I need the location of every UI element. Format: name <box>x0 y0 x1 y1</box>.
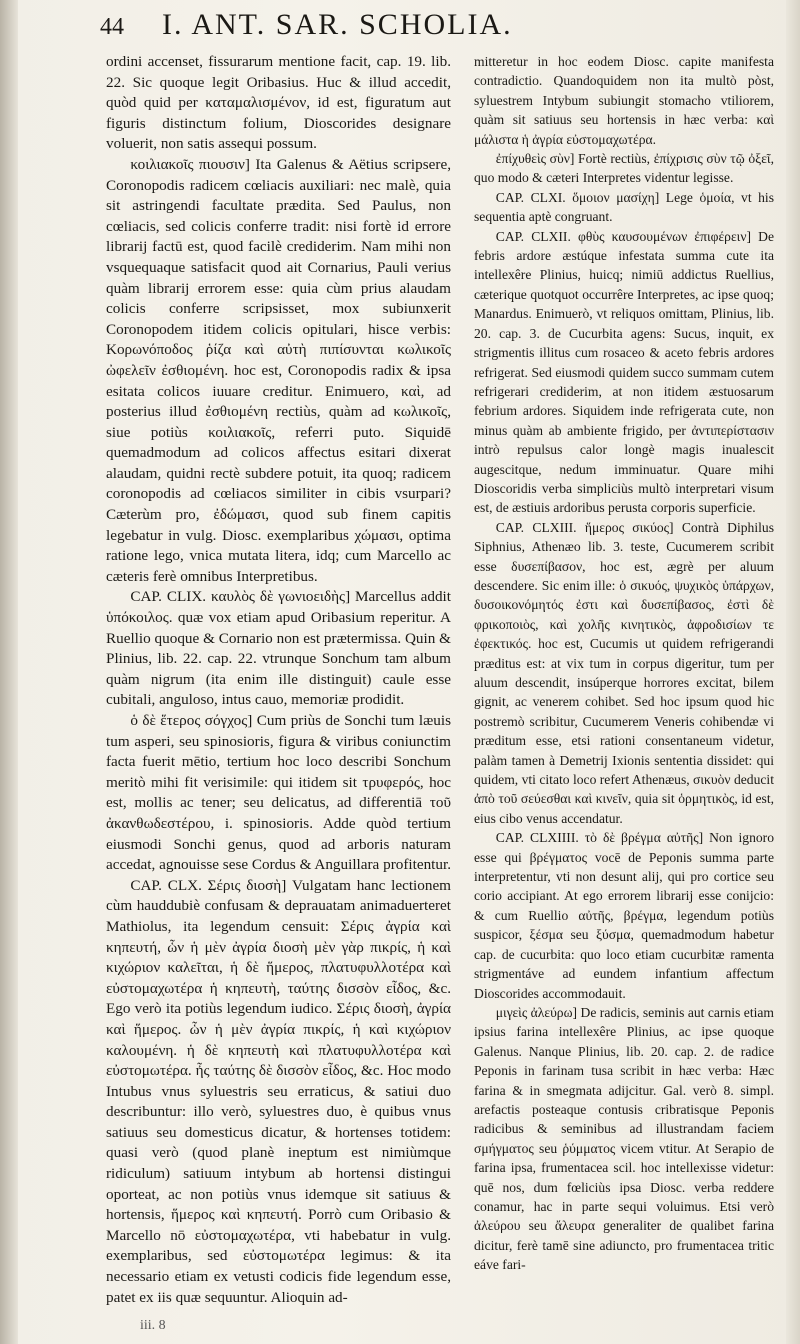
paragraph: CAP. CLXIIII. τὸ δὲ βρέγμα αὐτῆς] Non ignoro esse qui βρέγματος vocē de Peponis summa parte interpretentur, vti non desunt alij, qui pro cortice seu corio accipiant. At ego errorem librarij esse conijcio: & cum Ruellio αὐτῆς, βρέγμα, legendum potiùs suspicor, ξέσμα seu ξύσμα, quemadmodum habetur cap. de cucurbita: quo loco etiam cucurbitæ ramenta strigmentáve ad eundem infantium affectum Dioscorides accommodauit. <box>474 830 774 1001</box>
folio-number: 44 <box>100 14 124 40</box>
paragraph: mitteretur in hoc eodem Diosc. capite manifesta contradictio. Quandoquidem non ita multò pòst, syluestrem Intybum subiungit stomacho vtiliorem, quàm sit satiuus seu hortensis in hæc verba: καὶ μάλιστα ἡ ἀγρία εὐστομαχωτέρα. <box>474 54 774 147</box>
paragraph: CAP. CLX. Σέρις διοσὴ] Vulgatam hanc lectionem cùm hauddubiè confusam & deprauatam animaduerteret Mathiolus, ita legendum censuit: Σέρις ἀγρία καὶ κηπευτή, ὧν ἡ μὲν ἀγρία διοσὴ μὲν γὰρ πικρίς, ἡ καὶ κιχώριον καλεῖται, ἡ δὲ ἥμερος, πλατυφυλλοτέρα καὶ εὐστομαχωτέρα ἡ κηπευτὴ, ταύτης δισσὸν εἶδος, &c. Ego verò ita potiùs legendum iudico. Σέρις διοσὴ, ἀγρία καὶ ἥμερος. ὧν ἡ μὲν ἀγρία πικρίς, ἡ καὶ κιχώριον καλουμένη. ἡ δὲ κηπευτὴ καὶ πλατυφυλλοτέρα καὶ εὐστομωτέρα. ἦς ταύτης δὲ δισσὸν εἶδος, &c. Hoc modo Intubus vnus syluestris seu erraticus, & satiui duo describuntur: illo verò, syluestres duo, è quibus vnus satiuus seu domesticus dicatur, & hortenses totidem: quasi verò (quod planè ineptum est nimiùmque ridiculum) satiuum intybum ab hortensi distingui oporteat, ac non potiùs vnus idemque sit satiuus & hortensis, ἥμερος καὶ κηπευτή. Porrò cum Oribasio & Marcello nō εὐστομαχωτέρα, vti habebatur in vulg. exemplaribus, sed εὐστομωτέρα legimus: & ita necessario etiam ex vetusti codicis fide legendum esse, patet ex iis quæ sequuntur. Alioquin ad- <box>106 876 451 1306</box>
page-header <box>100 8 710 52</box>
running-title: I. ANT. SAR. SCHOLIA. <box>162 8 513 41</box>
page-edge <box>786 0 800 1344</box>
paragraph: CAP. CLXI. ὅμοιον μασίχη] Lege ὁμοία, vt his sequentia aptè congruant. <box>474 189 774 225</box>
paragraph: ordini accenset, fissurarum mentione facit, cap. 19. lib. 22. Sic quoque legit Oribasius. Huc & illud accedit, quòd quid per καταμαλισμένον, id est, figuratum aut figuris distinctum folium, Dioscorides designare voluerit, non satis assequi possum. <box>106 53 451 153</box>
paragraph: CAP. CLXII. φθὺς καυσουμένων ἐπιφέρειν] De febris ardore æstúque infestata summa cute ita intellexêre Plinius, huicq; nimiū addictus Ruellius, cæterique quotquot occurrêre Interpretes, ac ipse quoq; Manardus. Enimuerò, vt reliquos omittam, Plinius, lib. 20. cap. 3. de Cucurbita agens: Sucus, inquit, ex strigmentis illitus cum rosaceo & aceto febris ardores refrigerat. Sed eiusmodi quidem succo summam cutem refrigerari crediderim, at non itidem æstuosarum febrium ardores. Siquidem inde refrigerata cute, non minus quàm ab ambiente frigido, per ἀντιπερίστασιν intrò repulsus calor longè magis inualescit augescitque, nedum imminuatur. Quare mihi Dioscoridis verba simpliciùs multò interpretari visum est, de æstiuis ardoribus perusta corporis superficie. <box>474 228 774 516</box>
left-column <box>106 52 451 1308</box>
paragraph: ὁ δὲ ἕτερος σόγχος] Cum priùs de Sonchi tum læuis tum asperi, seu spinosioris, figura & viribus coniunctim facta fuerit mētio, tertium hoc loco describi Sonchum meritò mihi fit verisimile: qui itidem sit τρυφερός, hoc est, mollis ac tener; seu delicatus, ad differentiā τοῦ ἀκανθωδεστέρου, i. spinosioris. Adde quòd tertium eiusmodi Sonchi genus, quod ad arboris naturam accedat, agnouisse sese Cordus & Anguillara profitentur. <box>106 712 452 874</box>
signature-mark: iii. 8 <box>140 1318 166 1333</box>
paragraph: CAP. CLIX. καυλὸς δὲ γωνιοειδὴς] Marcellus addit ὑπόκοιλος. quæ vox etiam apud Oribasium reperitur. A Ruellio quoque & Cornario non est prætermissa. Quin & Plinius, lib. 22. cap. 22. vtrunque Sonchum tam album quàm nigrum (ita enim ille distinguit) caule esse cubitali, anguloso, intus cauo, memoriæ prodidit. <box>106 588 451 709</box>
paragraph: μιγεὶς ἀλεύρω] De radicis, seminis aut carnis etiam ipsius farina intellexêre Plinius, ac ipse quoque Galenus. Nanque Plinius, lib. 20. cap. 2. de radice Peponis in farinam tusa scribit in hæc verba: Hæc farina & in smegmata adijcitur. Gal. verò 8. simpl. arefactis posteaque contusis cribratisque Peponis radicibus & seminibus ad illustrandam faciem σμήγματος seu ῥύμματος vicem vtitur. At Serapio de farina ipsa, frumentacea scil. hoc intellexisse videtur: quē nos, dum fœliciùs ipsa Diosc. verba reddere conamur, hac in parte sequi voluimus. Etsi verò ἀλεύρου seu ἄλευρα generaliter de qualibet farina dicitur, ferè tamē sine adiuncto, pro frumentacea tritic eáve fari- <box>474 1004 774 1273</box>
paragraph: CAP. CLXIII. ἥμερος σικύος] Contrà Diphilus Siphnius, Athenæo lib. 3. teste, Cucumerem scribit esse δυσεπίβασον, hoc est, ægrè per aluum descendere. Sic enim ille: ὁ σικυός, ψυχικὸς ὑπάρχων, δυσοικονόμητός ἐστι καὶ δυσεπίβασος, ἐστὶ δὲ φρικοποιὸς, καὶ χολῆς κινητικὸς, ἀφροδισίων τε ἐφεκτικός. hoc est, Cucumis ut quidem refrigerandi præditus est: at vix tum in corpus digeritur, tum per aluum descendit, insúperque horrores excitat, bilem gignit, ac venerem cohibet. Sed hoc ipsum quod hic postremò scribitur, Cucumerem Veneris cohibendæ vi præditum esse, etsi rationi consentaneum videtur, palàm tamen à Demetrij Ixionis sententia dissidet: qui quidem, vti citato loco refert Athenæus, σικυὸν deducit ἀπὸ τοῦ σεύεσθαι καὶ κινεῖν, quia sit ὁρμητικὸς, id est, eius cibo venus accendatur. <box>474 519 774 826</box>
paragraph: κοιλιακοῖς πιουσιν] Ita Galenus & Aëtius scripsere, Coronopodis radicem cœliacis auxiliari: nec malè, quia sit astringendi facultate prædita. Sed Paulus, non cœliacis, sed colicis conferre tradit: nisi fortè id errore librarij factū est, quod facilè crediderim. Nam mihi non vsquequaque satisfacit quod ait Cornarius, Pauli verius quàm librarij errorem esse: quia cùm prius alaudam colicis conferre scripsisset, mox subiunxerit Coronopodem itidem colicis opitulari, hisce verbis: Κορωνόποδος ῥίζα καὶ αὐτὴ πιπίσυνται κωλικοῖς ὠφελεῖν ἐσθιομένη. hoc est, Coronopodis radix & ipsa esitata colicos iuuare creditur. Enimuero, καὶ, ad posterius illud ἐσθιομένη rectiùs, quàm ad κωλικοῖς, siue potiùs κοιλιακοῖς, referri puto. Siquidē quemadmodum ad colicos affectus esitari dixerat alaudam, quidni rectè subdere potuit, ita quoq; radicem coronopodis ad cœliacos similiter in cibis vsurpari? Cæterùm pro, ἐδώμασι, quod sub finem capitis legebatur in vulg. Diosc. exemplaribus χώμασι, optima ratione lego, vnica mutata litera, idq; cum Marcello ac cæteris ferè omnibus Interpretibus. <box>106 155 451 585</box>
book-spine-shadow <box>0 0 18 1344</box>
right-column <box>474 52 774 1275</box>
paragraph: ἐπίχυθεὶς σὺν] Fortè rectiùs, ἐπίχρισις σὺν τῷ ὀξεῖ, quo modo & cæteri Interpretes videntur legisse. <box>474 151 774 186</box>
